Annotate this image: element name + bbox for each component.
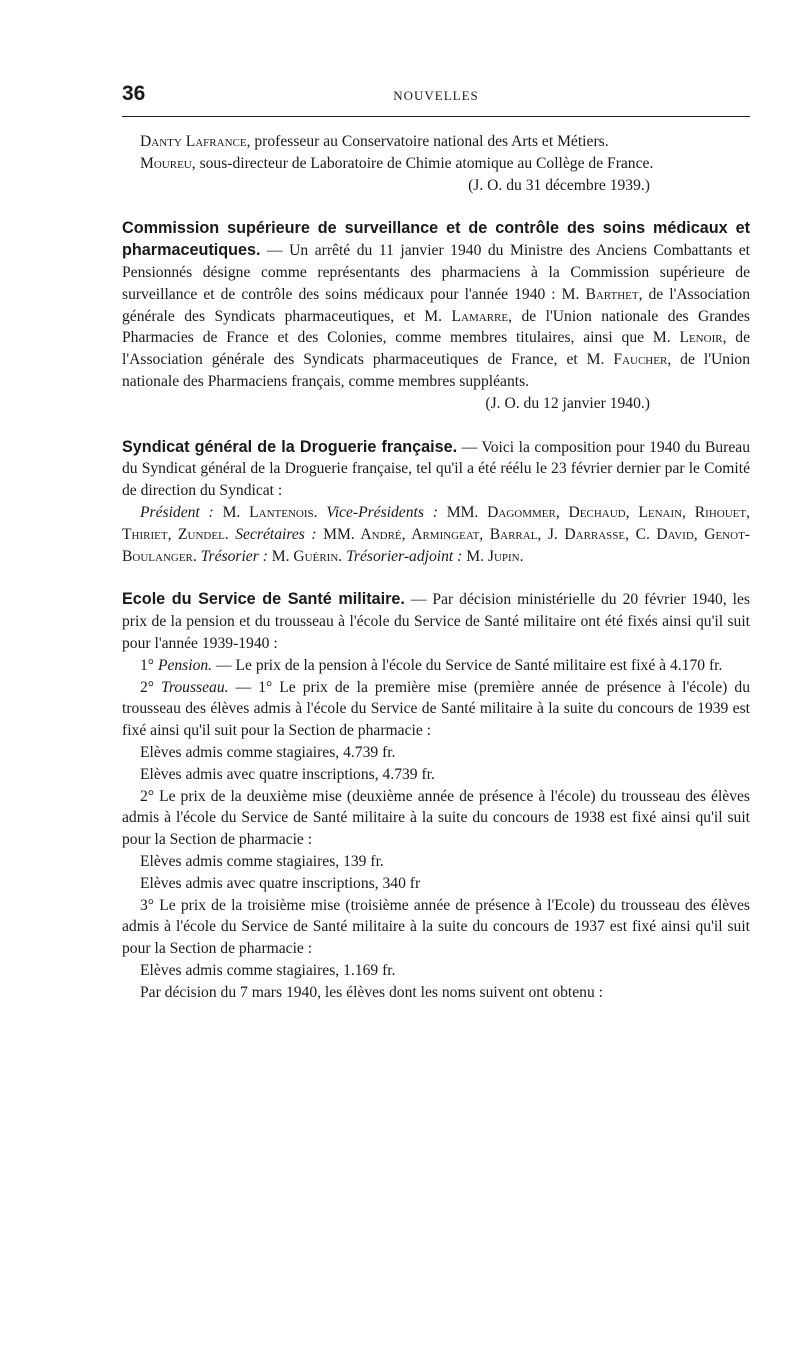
price-line: Elèves admis avec quatre inscriptions, 340 fr xyxy=(140,874,421,892)
intro-text-2: , sous-directeur de Laboratoire de Chimie atomique au Collège de France. xyxy=(191,154,654,172)
third-mise-paragraph: 3° Le prix de la troisième mise (troisième année de présence à l'Ecole) du trousseau des élèves admis à l'école du Service de Santé militaire à la suite du concours de 1937 est fixé ainsi qu'il suit pour la Section de pharmacie : xyxy=(122,896,750,958)
role-label: Trésorier-adjoint : xyxy=(346,547,463,565)
person-name: Moureu xyxy=(140,154,192,172)
role-label: Président : xyxy=(140,503,214,521)
role-names: M. Lantenois. xyxy=(213,503,327,521)
role-label: Secrétaires : xyxy=(235,525,317,543)
item-number: 1° xyxy=(140,656,158,674)
price-line: Elèves admis comme stagiaires, 1.169 fr. xyxy=(140,961,396,979)
role-names: M. Jupin. xyxy=(462,547,524,565)
section-title: Commission supérieure de surveillance et de contrôle des soins médicaux et pharmaceutiques. xyxy=(122,219,750,260)
section-title: Syndicat général de la Droguerie française. xyxy=(122,437,458,456)
section-text: — Un arrêté du 11 janvier 1940 du Ministre des Anciens Combattants et Pensionnés désigne comme représentants des pharmaciens à la Commission supérieure de surveillance et de contrôle des soins médicaux pour l'année 1940 : M. xyxy=(122,242,750,303)
person-name: Lenoir xyxy=(679,329,723,347)
section-title: Ecole du Service de Santé militaire. xyxy=(122,590,405,609)
person-name: Barthet xyxy=(585,285,639,303)
document-page xyxy=(122,78,750,1003)
section-text: , de l'Association générale des Syndicats pharmaceutiques de France, et M. xyxy=(122,329,751,369)
page-number: 36 xyxy=(122,82,146,105)
price-line: Elèves admis comme stagiaires, 4.739 fr. xyxy=(140,743,396,761)
intro-paragraph-1 xyxy=(122,131,750,153)
item-text: — Le prix de la pension à l'école du Service de Santé militaire est fixé à 4.170 fr. xyxy=(212,656,723,674)
role-names: MM. Dagommer, Dechaud, Lenain, Rihouet, Thiriet, Zundel. xyxy=(122,503,750,543)
item-number: 2° xyxy=(140,678,162,696)
pension-paragraph xyxy=(122,655,750,677)
intro-text-1: , professeur au Conservatoire national des Arts et Métiers. xyxy=(246,133,609,150)
intro-paragraph-2 xyxy=(122,153,750,175)
person-name: Danty Lafrance xyxy=(140,133,247,150)
role-names: MM. André, Armingeat, Barral, J. Darrasse, C. David, Genot-Boulanger. xyxy=(122,525,750,565)
role-label: Trésorier : xyxy=(200,547,268,565)
person-name: Faucher xyxy=(613,351,668,369)
section-commission-source: (J. O. du 12 janvier 1940.) xyxy=(485,394,650,412)
section-text: , de l'Union nationale des Grandes Pharmacies de France et des Colonies, comme membres titulaires, ainsi que M. xyxy=(122,307,750,347)
section-text: — Par décision ministérielle du 20 février 1940, les prix de la pension et du trousseau à l'école du Service de Santé militaire ont été fixés ainsi qu'il suit pour l'année 1939-1940 : xyxy=(122,591,750,652)
section-ecole xyxy=(122,589,750,654)
price-line: Elèves admis avec quatre inscriptions, 4.739 fr. xyxy=(140,765,435,783)
intro-source: (J. O. du 31 décembre 1939.) xyxy=(468,176,650,194)
section-commission xyxy=(122,218,750,392)
running-title: NOUVELLES xyxy=(393,88,479,103)
section-text: — Voici la composition pour 1940 du Bureau du Syndicat général de la Droguerie française, tel qu'il a été réélu le 23 février dernier par le Comité de direction du Syndicat : xyxy=(122,438,750,500)
item-label: Pension. xyxy=(157,656,213,674)
syndicat-bureau-list xyxy=(122,502,750,567)
header-rule xyxy=(122,116,750,117)
role-names: M. Guérin. xyxy=(267,547,343,565)
item-label: Trousseau. xyxy=(161,678,229,696)
decision-paragraph: Par décision du 7 mars 1940, les élèves dont les noms suivent ont obtenu : xyxy=(140,983,603,1001)
section-text: , de l'Association générale des Syndicats pharmaceutiques, et M. xyxy=(122,285,751,325)
section-text: , de l'Union nationale des Pharmaciens français, comme membres suppléants. xyxy=(122,351,750,390)
second-mise-paragraph: 2° Le prix de la deuxième mise (deuxième année de présence à l'école) du trousseau des élèves admis à l'école du Service de Santé militaire à la suite du concours de 1938 est fixé ainsi qu'il suit pour la Section de pharmacie : xyxy=(122,787,750,849)
price-line: Elèves admis comme stagiaires, 139 fr. xyxy=(140,852,384,870)
role-label: Vice-Présidents : xyxy=(326,503,438,521)
trousseau-paragraph xyxy=(122,677,750,742)
page-header xyxy=(122,78,750,112)
person-name: Lamarre xyxy=(451,307,509,325)
item-text: — 1° Le prix de la première mise (première année de présence à l'école) du trousseau des élèves admis à l'école du Service de Santé militaire à la suite du concours de 1939 est fixé ainsi qu'il suit pour la Section de pharmacie : xyxy=(122,678,750,740)
section-syndicat xyxy=(122,437,750,502)
